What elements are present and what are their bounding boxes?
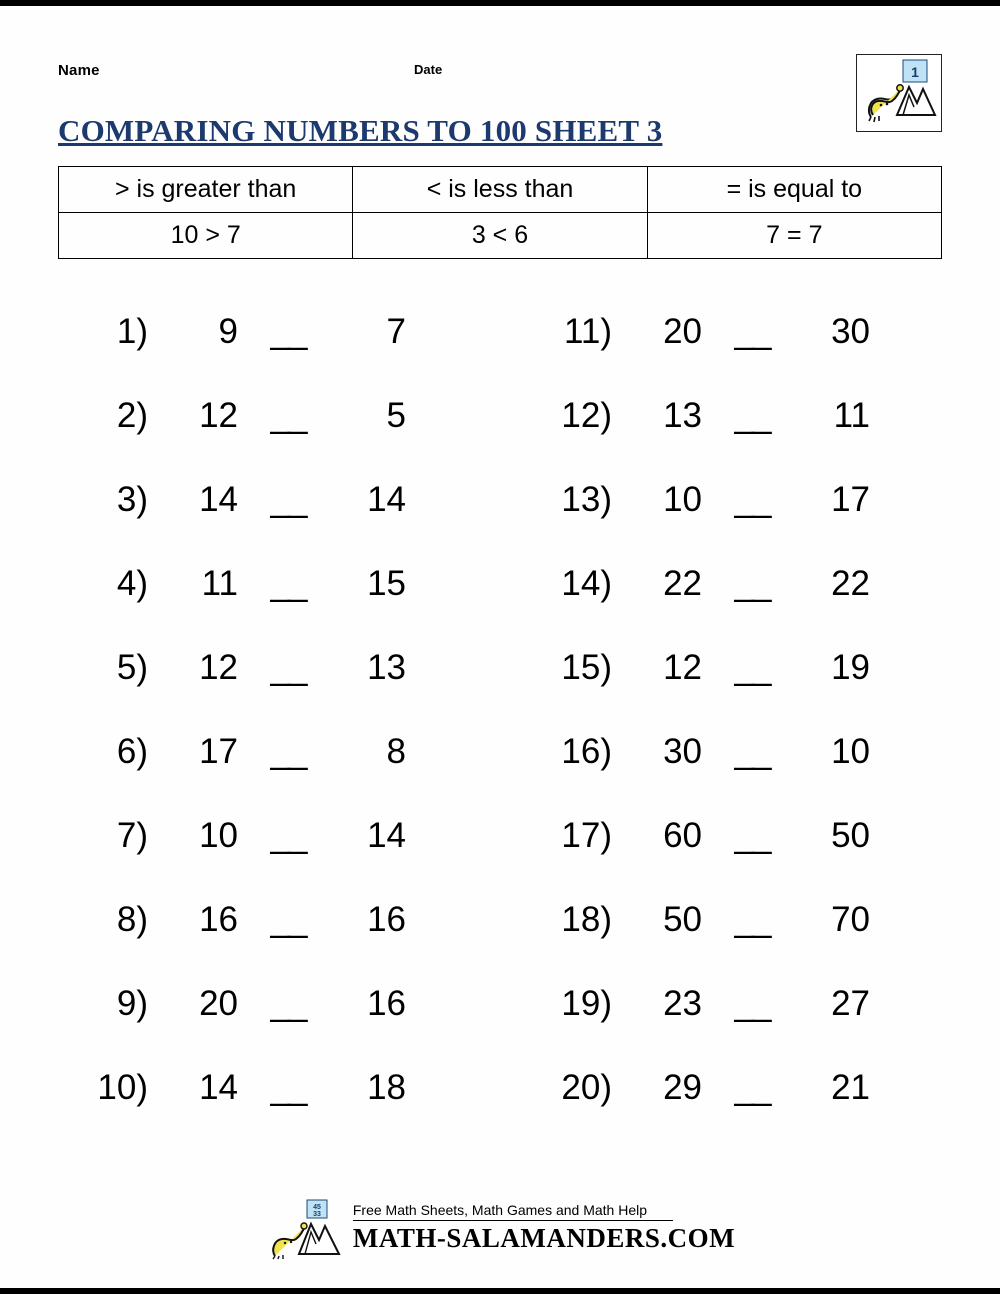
- problem-operand-right: 70: [831, 900, 870, 939]
- problem-item: [58, 558, 498, 642]
- problem-operand-right: 22: [831, 564, 870, 603]
- problem-index: 6): [116, 732, 148, 771]
- problem-index: 17): [561, 816, 612, 855]
- answer-blank[interactable]: __: [270, 900, 306, 939]
- problem-item: [58, 894, 498, 978]
- problem-column-left: [58, 306, 498, 1146]
- problem-item: [502, 1062, 942, 1146]
- answer-blank[interactable]: __: [270, 480, 306, 519]
- problem-operand-right: 11: [833, 396, 870, 435]
- problem-item: [58, 810, 498, 894]
- problem-item: [58, 390, 498, 474]
- problem-item: [58, 474, 498, 558]
- footer-divider: [353, 1220, 673, 1221]
- answer-blank[interactable]: __: [270, 312, 306, 351]
- problem-index: 10): [97, 1068, 148, 1107]
- problem-operand-right: 14: [367, 480, 406, 519]
- name-label: Name: [58, 62, 100, 79]
- problem-operand-right: 7: [386, 312, 406, 351]
- problem-item: [58, 1062, 498, 1146]
- problem-operand-right: 17: [831, 480, 870, 519]
- grade-logo: [856, 54, 942, 132]
- problem-item: [502, 474, 942, 558]
- problem-operand-right: 5: [386, 396, 406, 435]
- problem-operand-left: 30: [663, 732, 702, 771]
- svg-text:45: 45: [312, 1204, 321, 1211]
- problem-operand-right: 13: [367, 648, 406, 687]
- problem-index: 7): [116, 816, 148, 855]
- problem-column-right: [502, 306, 942, 1146]
- problem-index: 4): [116, 564, 148, 603]
- answer-blank[interactable]: __: [734, 396, 770, 435]
- problem-operand-left: 10: [663, 480, 702, 519]
- answer-blank[interactable]: __: [734, 900, 770, 939]
- problem-item: [58, 726, 498, 810]
- answer-blank[interactable]: __: [270, 648, 306, 687]
- answer-blank[interactable]: __: [734, 480, 770, 519]
- problem-operand-left: 14: [199, 1068, 238, 1107]
- answer-blank[interactable]: __: [270, 564, 306, 603]
- problem-item: [502, 642, 942, 726]
- problem-index: 11): [564, 312, 612, 351]
- problem-operand-left: 12: [663, 648, 702, 687]
- problem-operand-left: 20: [663, 312, 702, 351]
- problem-index: 9): [116, 984, 148, 1023]
- footer-tagline: Free Math Sheets, Math Games and Math Help: [352, 1202, 648, 1218]
- problem-operand-right: 15: [367, 564, 406, 603]
- problem-operand-right: 8: [386, 732, 406, 771]
- legend-rule-row: [59, 167, 942, 213]
- problem-item: [502, 390, 942, 474]
- answer-blank[interactable]: __: [270, 984, 306, 1023]
- legend-rule-equal: = is equal to: [647, 167, 941, 213]
- legend-rule-less: < is less than: [353, 167, 647, 213]
- problem-operand-right: 18: [367, 1068, 406, 1107]
- problem-index: 2): [116, 396, 148, 435]
- footer-site-url: MATH-SALAMANDERS.COM: [352, 1223, 736, 1253]
- problem-index: 18): [561, 900, 612, 939]
- problem-item: [502, 726, 942, 810]
- problem-operand-right: 21: [831, 1068, 870, 1107]
- problem-operand-left: 16: [199, 900, 238, 939]
- problem-operand-left: 13: [663, 396, 702, 435]
- problem-item: [502, 894, 942, 978]
- problem-operand-right: 27: [831, 984, 870, 1023]
- problem-index: 13): [561, 480, 612, 519]
- page-footer: [0, 1202, 1000, 1254]
- answer-blank[interactable]: __: [734, 732, 770, 771]
- problem-index: 20): [561, 1068, 612, 1107]
- answer-blank[interactable]: __: [734, 564, 770, 603]
- problem-operand-left: 20: [199, 984, 238, 1023]
- answer-blank[interactable]: __: [734, 984, 770, 1023]
- answer-blank[interactable]: __: [270, 396, 306, 435]
- problem-operand-left: 14: [199, 480, 238, 519]
- problem-operand-right: 10: [831, 732, 870, 771]
- symbol-legend-table: [58, 166, 942, 259]
- problem-operand-right: 14: [367, 816, 406, 855]
- problem-index: 19): [561, 984, 612, 1023]
- problem-operand-left: 11: [201, 564, 238, 603]
- answer-blank[interactable]: __: [734, 312, 770, 351]
- answer-blank[interactable]: __: [734, 816, 770, 855]
- date-label: Date: [414, 62, 443, 77]
- problem-index: 16): [561, 732, 612, 771]
- problem-operand-left: 9: [218, 312, 238, 351]
- problem-operand-left: 29: [663, 1068, 702, 1107]
- problem-operand-left: 12: [199, 396, 238, 435]
- answer-blank[interactable]: __: [270, 1068, 306, 1107]
- problem-operand-right: 50: [831, 816, 870, 855]
- problem-item: [502, 810, 942, 894]
- answer-blank[interactable]: __: [270, 816, 306, 855]
- problem-operand-left: 10: [199, 816, 238, 855]
- problem-operand-left: 17: [199, 732, 238, 771]
- legend-example-row: [59, 213, 942, 259]
- legend-rule-greater: > is greater than: [59, 167, 353, 213]
- problem-item: [502, 978, 942, 1062]
- problem-item: [502, 558, 942, 642]
- problem-operand-left: 50: [663, 900, 702, 939]
- worksheet-header: [58, 62, 942, 86]
- problem-item: [502, 306, 942, 390]
- footer-salamander-logo-icon: [265, 1198, 351, 1260]
- problem-operand-right: 16: [367, 900, 406, 939]
- answer-blank[interactable]: __: [734, 648, 770, 687]
- problem-item: [58, 642, 498, 726]
- problem-index: 1): [116, 312, 148, 351]
- problem-index: 3): [116, 480, 148, 519]
- problem-index: 14): [561, 564, 612, 603]
- problem-operand-left: 12: [199, 648, 238, 687]
- legend-example-less: 3 < 6: [353, 213, 647, 259]
- svg-text:33: 33: [312, 1211, 321, 1218]
- page-title: COMPARING NUMBERS TO 100 SHEET 3: [58, 113, 663, 148]
- problem-operand-left: 23: [663, 984, 702, 1023]
- legend-example-greater: 10 > 7: [59, 213, 353, 259]
- answer-blank[interactable]: __: [270, 732, 306, 771]
- problem-index: 12): [561, 396, 612, 435]
- problem-index: 8): [116, 900, 148, 939]
- svg-text:1: 1: [911, 64, 919, 80]
- problem-index: 5): [116, 648, 148, 687]
- problem-operand-left: 60: [663, 816, 702, 855]
- problem-item: [58, 306, 498, 390]
- legend-example-equal: 7 = 7: [647, 213, 941, 259]
- problem-operand-right: 19: [831, 648, 870, 687]
- problem-operand-left: 22: [663, 564, 702, 603]
- problem-operand-right: 30: [831, 312, 870, 351]
- problem-item: [58, 978, 498, 1062]
- problem-operand-right: 16: [367, 984, 406, 1023]
- salamander-logo-icon: [857, 55, 941, 131]
- answer-blank[interactable]: __: [734, 1068, 770, 1107]
- problem-index: 15): [561, 648, 612, 687]
